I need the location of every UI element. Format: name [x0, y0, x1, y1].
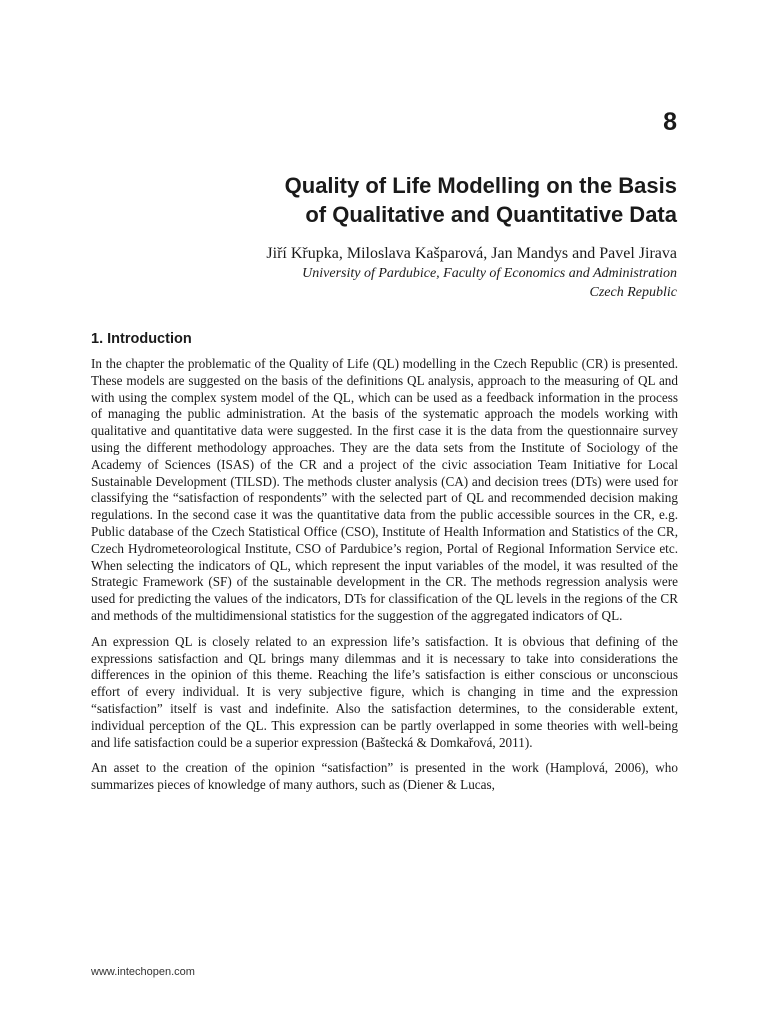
footer-url: www.intechopen.com: [91, 966, 195, 978]
affiliation: [302, 264, 677, 302]
authors: Jiří Křupka, Miloslava Kašparová, Jan Mandys and Pavel Jirava: [266, 245, 677, 262]
paragraph: In the chapter the problematic of the Quality of Life (QL) modelling in the Czech Republic (CR) is presented. These models are suggested on the basis of the definitions QL analysis, approach to the measuring of QL and with using the complex system model of the QL, which can be used as a feedback information in the process of managing the public administration. At the basis of the systematic approach the models working with qualitative and quantitative data were suggested. In the first case it is the data from the questionnaire survey using the different methodology approaches. They are the data sets from the Institute of Sociology of the Academy of Sciences (ISAS) of the CR and a project of the civic association Team Initiative for Local Sustainable Development (TILSD). The methods cluster analysis (CA) and decision trees (DTs) were used for classifying the “satisfaction of respondents” with the selected part of QL and recommended decision making regulations. In the second case it was the quantitative data from the public accessible sources in the CR, e.g. Public database of the Czech Statistical Office (CSO), Institute of Health Information and Statistics of the CR, Czech Hydrometeorological Institute, CSO of Pardubice’s region, Portal of Regional Information Service etc. When selecting the indicators of QL, which represent the input variables of the model, it was resulted of the Strategic Framework (SF) of the sustainable development in the CR. The methods regression analysis were used for predicting the values of the indicators, DTs for classification of the QL levels in the regions of the CR and methods of the multidimensional statistics for the suggestion of the aggregated indicators of QL.: [91, 356, 678, 623]
paragraph: An asset to the creation of the opinion “satisfaction” is presented in the work (Hamplová, 2006), who summarizes pieces of knowledge of many authors, such as (Diener & Lucas,: [91, 760, 678, 793]
body-text: [91, 356, 678, 803]
chapter-title-line: of Qualitative and Quantitative Data: [305, 202, 677, 227]
affiliation-line: University of Pardubice, Faculty of Economics and Administration: [302, 266, 677, 281]
chapter-number: 8: [663, 108, 677, 136]
section-heading: 1. Introduction: [91, 331, 192, 347]
chapter-title-line: Quality of Life Modelling on the Basis: [284, 173, 677, 198]
affiliation-line: Czech Republic: [589, 285, 677, 300]
paragraph: An expression QL is closely related to an expression life’s satisfaction. It is obvious that defining of the expressions satisfaction and QL brings many dilemmas and it is necessary to take into considerations the differences in the opinion of this theme. Reaching the life’s satisfaction is either conscious or unconscious effort of every individual. It is very subjective figure, which is changing in time and the expression “satisfaction” itself is vast and indefinite. Also the satisfaction determines, to the considerable extent, individual perception of the QL. This expression can be partly overlapped in some theories with well-being and life satisfaction could be a superior expression (Baštecká & Domkařová, 2011).: [91, 633, 678, 750]
chapter-title: [77, 171, 677, 229]
